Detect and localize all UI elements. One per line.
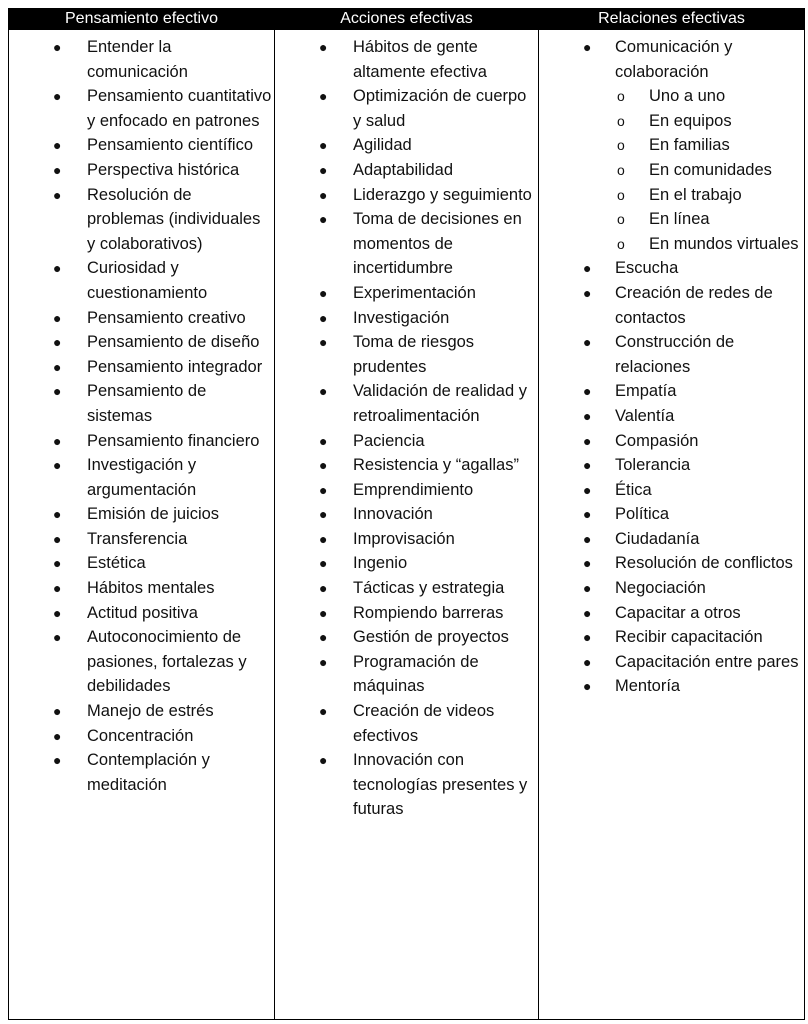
bullet-icon: ● (583, 653, 592, 670)
list-item (539, 256, 804, 281)
bullet-icon: ● (583, 481, 592, 498)
list-item-text: Estética (87, 554, 146, 573)
circle-bullet-icon: o (617, 211, 625, 228)
bullet-icon: ● (53, 161, 62, 178)
list-acciones-efectivas (275, 30, 538, 822)
bullet-icon: ● (53, 88, 62, 105)
list-item (9, 601, 274, 626)
list-item-text: Resistencia y “agallas” (353, 456, 519, 475)
list-item-text: Investigación (353, 308, 450, 327)
list-item (9, 724, 274, 749)
list-item-text: Capacitación entre pares (615, 652, 799, 671)
bullet-icon: ● (53, 432, 62, 449)
bullet-icon: ● (319, 629, 328, 646)
list-item-text: Ética (615, 480, 652, 499)
list-item-text: Valentía (615, 406, 675, 425)
bullet-icon: ● (319, 309, 328, 326)
bullet-icon: ● (319, 334, 328, 351)
bullet-icon: ● (319, 506, 328, 523)
sub-list-item (615, 158, 802, 183)
bullet-icon: ● (319, 580, 328, 597)
sub-list-item (615, 207, 802, 232)
bullet-icon: ● (319, 137, 328, 154)
bullet-icon: ● (583, 432, 592, 449)
list-item-text: Tolerancia (615, 456, 691, 475)
list-item-text: Pensamiento científico (87, 136, 254, 155)
bullet-icon: ● (583, 39, 592, 55)
bullet-icon: ● (583, 260, 592, 277)
list-item (9, 330, 274, 355)
list-item (275, 330, 538, 379)
list-item-text: Ingenio (353, 554, 408, 573)
list-item (275, 207, 538, 281)
bullet-icon: ● (53, 506, 62, 523)
bullet-icon: ● (53, 358, 62, 375)
list-item-text: Pensamiento cuantitativo y enfocado en patrones (87, 87, 272, 130)
column-relaciones-efectivas (539, 30, 805, 1020)
list-item-text: Agilidad (353, 136, 412, 155)
bullet-icon: ● (53, 260, 62, 277)
bullet-icon: ● (53, 727, 62, 744)
list-item (539, 35, 804, 256)
list-item-text: Pensamiento financiero (87, 431, 260, 450)
list-item-text: Recibir capacitación (615, 628, 763, 647)
bullet-icon: ● (583, 383, 592, 400)
bullet-icon: ● (53, 604, 62, 621)
list-item-text: Optimización de cuerpo y salud (353, 87, 527, 130)
list-item (275, 453, 538, 478)
list-item-text: Emprendimiento (353, 480, 474, 499)
list-item-text: Actitud positiva (87, 603, 198, 622)
bullet-icon: ● (53, 457, 62, 474)
sub-list-item-text: En familias (649, 136, 730, 155)
bullet-icon: ● (53, 309, 62, 326)
bullet-icon: ● (53, 752, 62, 769)
bullet-icon: ● (319, 604, 328, 621)
list-item-text: Investigación y argumentación (87, 456, 197, 499)
circle-bullet-icon: o (617, 235, 625, 252)
sub-list-item-text: Uno a uno (649, 87, 726, 106)
list-item-text: Transferencia (87, 529, 188, 548)
list-item (9, 502, 274, 527)
list-item-text: Pensamiento de sistemas (87, 382, 207, 425)
bullet-icon: ● (583, 506, 592, 523)
list-item (539, 453, 804, 478)
list-item-text: Experimentación (353, 283, 476, 302)
list-item-text: Resolución de conflictos (615, 554, 793, 573)
list-item-text: Creación de redes de contactos (615, 283, 773, 327)
bullet-icon: ● (53, 555, 62, 572)
bullet-icon: ● (53, 703, 62, 720)
bullet-icon: ● (319, 211, 328, 228)
sub-list-item (615, 232, 802, 257)
list-item-text: Mentoría (615, 677, 681, 696)
list-item (275, 281, 538, 306)
sub-list-item-text: En el trabajo (649, 185, 742, 204)
list-item-text: Escucha (615, 259, 679, 278)
list-item (9, 306, 274, 331)
bullet-icon: ● (319, 432, 328, 449)
list-item (9, 453, 274, 502)
bullet-icon: ● (583, 530, 592, 547)
list-item (539, 330, 804, 379)
list-item-text: Adaptabilidad (353, 160, 453, 179)
list-item (539, 527, 804, 552)
list-item (9, 625, 274, 699)
list-item-text: Paciencia (353, 431, 425, 450)
bullet-icon: ● (583, 407, 592, 424)
list-item-text: Manejo de estrés (87, 702, 214, 721)
bullet-icon: ● (53, 530, 62, 547)
bullet-icon: ● (319, 383, 328, 400)
sub-list-item-text: En línea (649, 210, 710, 229)
list-item-text: Hábitos de gente altamente efectiva (353, 38, 487, 81)
sub-list-item (615, 84, 802, 109)
list-item (9, 183, 274, 257)
list-item-text: Innovación con tecnologías presentes y futuras (353, 751, 528, 819)
list-item-text: Emisión de juicios (87, 505, 220, 524)
bullet-icon: ● (583, 580, 592, 597)
list-item (275, 158, 538, 183)
bullet-icon: ● (319, 88, 328, 105)
list-item-text: Construcción de relaciones (615, 333, 735, 376)
list-item-text: Empatía (615, 382, 677, 401)
list-item-text: Concentración (87, 726, 194, 745)
circle-bullet-icon: o (617, 112, 625, 129)
bullet-icon: ● (583, 284, 592, 301)
list-item-text: Innovación (353, 505, 433, 524)
list-item-text: Capacitar a otros (615, 603, 741, 622)
bullet-icon: ● (319, 555, 328, 572)
list-item-text: Negociación (615, 579, 706, 598)
list-item-text: Política (615, 505, 670, 524)
sub-list-item (615, 133, 802, 158)
list-item (275, 379, 538, 428)
circle-bullet-icon: o (617, 186, 625, 203)
list-item (275, 35, 538, 84)
list-item (275, 478, 538, 503)
bullet-icon: ● (319, 284, 328, 301)
list-item-text: Rompiendo barreras (353, 603, 504, 622)
bullet-icon: ● (319, 186, 328, 203)
list-item-text: Tácticas y estrategia (353, 579, 505, 598)
bullet-icon: ● (583, 604, 592, 621)
list-item (275, 551, 538, 576)
list-item (539, 551, 804, 576)
column-pensamiento-efectivo (9, 30, 275, 1020)
bullet-icon: ● (583, 334, 592, 351)
list-item (539, 625, 804, 650)
bullet-icon: ● (53, 580, 62, 597)
list-item-text: Pensamiento creativo (87, 308, 246, 327)
bullet-icon: ● (53, 383, 62, 400)
list-item (539, 281, 804, 330)
list-item-text: Toma de decisiones en momentos de incertidumbre (353, 210, 522, 278)
bullet-icon: ● (319, 161, 328, 178)
sub-list-item-text: En mundos virtuales (649, 234, 799, 253)
list-item-text: Contemplación y meditación (87, 751, 210, 794)
bullet-icon: ● (53, 39, 62, 55)
list-item (9, 379, 274, 428)
list-item (539, 379, 804, 404)
list-item (9, 158, 274, 183)
list-item (539, 576, 804, 601)
list-item (275, 527, 538, 552)
sub-list-item (615, 109, 802, 134)
sub-list-item-text: En comunidades (649, 160, 772, 179)
list-item (275, 650, 538, 699)
bullet-icon: ● (319, 39, 328, 55)
header-pensamiento-efectivo: Pensamiento efectivo (9, 9, 275, 30)
list-item (539, 502, 804, 527)
bullet-icon: ● (583, 555, 592, 572)
list-item-text: Gestión de proyectos (353, 628, 509, 647)
list-item (9, 84, 274, 133)
bullet-icon: ● (583, 629, 592, 646)
sub-list-item-text: En equipos (649, 111, 732, 130)
list-item (9, 256, 274, 305)
list-item-text: Entender la comunicación (87, 38, 188, 81)
list-item-text: Pensamiento de diseño (87, 333, 260, 352)
list-item (9, 429, 274, 454)
list-item (275, 576, 538, 601)
list-item (275, 625, 538, 650)
list-item (539, 650, 804, 675)
skills-table (8, 8, 805, 1020)
list-item-text: Validación de realidad y retroalimentación (353, 382, 527, 425)
list-item (275, 429, 538, 454)
sub-list (615, 84, 802, 256)
list-item (9, 133, 274, 158)
list-item-text: Programación de máquinas (353, 652, 479, 696)
bullet-icon: ● (319, 752, 328, 769)
list-pensamiento-efectivo (9, 30, 274, 797)
bullet-icon: ● (319, 457, 328, 474)
list-item-text: Improvisación (353, 529, 455, 548)
list-item-text: Curiosidad y cuestionamiento (87, 259, 208, 302)
list-item (539, 601, 804, 626)
list-item (9, 355, 274, 380)
list-item-text: Hábitos mentales (87, 579, 215, 598)
body-row (9, 30, 805, 1020)
list-item (539, 478, 804, 503)
list-item (9, 35, 274, 84)
list-item (275, 183, 538, 208)
bullet-icon: ● (583, 457, 592, 474)
list-item (9, 551, 274, 576)
bullet-icon: ● (583, 678, 592, 695)
bullet-icon: ● (319, 653, 328, 670)
bullet-icon: ● (53, 186, 62, 203)
list-item (9, 748, 274, 797)
list-item (275, 133, 538, 158)
list-item-text: Perspectiva histórica (87, 160, 240, 179)
list-item-text: Autoconocimiento de pasiones, fortalezas y debilidades (87, 628, 247, 696)
list-item (275, 601, 538, 626)
list-item-text: Resolución de problemas (individuales y colaborativos) (87, 185, 261, 253)
list-relaciones-efectivas (539, 30, 804, 699)
list-item (539, 404, 804, 429)
list-item-text: Pensamiento integrador (87, 357, 263, 376)
bullet-icon: ● (53, 334, 62, 351)
list-item-text: Ciudadanía (615, 529, 700, 548)
list-item (9, 527, 274, 552)
circle-bullet-icon: o (617, 161, 625, 178)
bullet-icon: ● (53, 629, 62, 646)
list-item-text: Compasión (615, 431, 699, 450)
list-item-text: Toma de riesgos prudentes (353, 333, 475, 376)
list-item (275, 306, 538, 331)
header-relaciones-efectivas: Relaciones efectivas (539, 9, 805, 30)
circle-bullet-icon: o (617, 88, 625, 105)
list-item (275, 748, 538, 822)
bullet-icon: ● (53, 137, 62, 154)
bullet-icon: ● (319, 481, 328, 498)
list-item (539, 429, 804, 454)
sub-list-item (615, 183, 802, 208)
list-item (9, 576, 274, 601)
list-item (275, 699, 538, 748)
header-acciones-efectivas: Acciones efectivas (275, 9, 539, 30)
circle-bullet-icon: o (617, 137, 625, 154)
bullet-icon: ● (319, 530, 328, 547)
list-item-text: Creación de videos efectivos (353, 702, 495, 745)
bullet-icon: ● (319, 703, 328, 720)
list-item (539, 674, 804, 699)
list-item-text: Liderazgo y seguimiento (353, 185, 532, 204)
list-item (275, 84, 538, 133)
list-item-text: Comunicación y colaboración (615, 38, 733, 81)
header-row (9, 9, 805, 30)
list-item (275, 502, 538, 527)
list-item (9, 699, 274, 724)
column-acciones-efectivas (275, 30, 539, 1020)
